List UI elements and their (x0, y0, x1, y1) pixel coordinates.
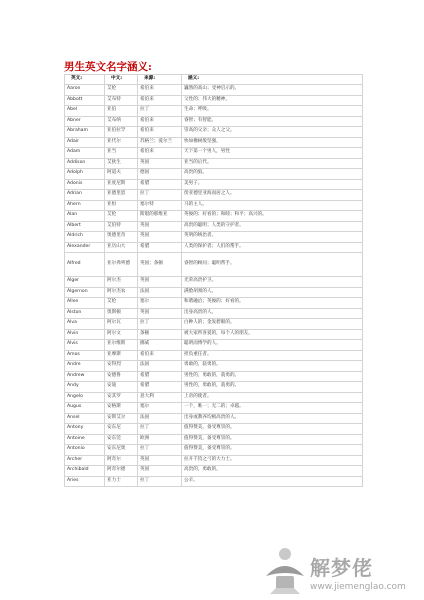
header-chinese: 中文: (105, 75, 138, 85)
table-row (65, 200, 363, 211)
cell-english: Ahern (65, 200, 105, 211)
header-origin: 来源: (138, 75, 182, 85)
cell-chinese: 安东尼 (105, 424, 138, 435)
cell-chinese: 安德鲁 (105, 371, 138, 382)
cell-chinese: 安迪 (105, 382, 138, 393)
cell-chinese: 艾狄生 (105, 158, 138, 169)
cell-origin: 拉丁 (138, 476, 182, 487)
cell-chinese: 艾布纳 (105, 116, 138, 127)
page-title: 男生英文名字涵义: (64, 61, 152, 73)
cell-meaning: 高贵的聪明；人类的守护者。 (182, 221, 363, 232)
cell-origin: 英国 (138, 308, 182, 319)
cell-meaning: 马的主人。 (182, 200, 363, 211)
cell-chinese: 阿尔文 (105, 329, 138, 340)
cell-chinese: 艾伦 (105, 298, 138, 309)
cell-chinese: 安东尼奥 (105, 445, 138, 456)
cell-origin: 拉丁 (138, 190, 182, 201)
table-row (65, 340, 363, 351)
cell-origin: 拉丁 (138, 445, 182, 456)
table-row (65, 466, 363, 477)
cell-english: Albert (65, 221, 105, 232)
cell-chinese: 奥德里奇 (105, 232, 138, 243)
cell-english: Alger (65, 277, 105, 288)
cell-chinese: 安其罗 (105, 392, 138, 403)
cell-meaning: 值得赞美，备受尊崇的。 (182, 434, 363, 445)
cell-origin: 苏格兰；爱尔兰 (138, 137, 182, 148)
table-row (65, 361, 363, 372)
cell-origin: 拉丁 (138, 106, 182, 117)
cell-english: Abraham (65, 127, 105, 138)
cell-english: Adam (65, 148, 105, 159)
table-row (65, 434, 363, 445)
cell-chinese: 亚当 (105, 148, 138, 159)
table-row (65, 382, 363, 393)
table-row (65, 169, 363, 180)
cell-chinese: 阿尔瓦 (105, 319, 138, 330)
table-row (65, 116, 363, 127)
watermark (246, 542, 424, 600)
cell-chinese: 亚恒 (105, 200, 138, 211)
cell-meaning: 白种人的；金发碧眼的。 (182, 319, 363, 330)
cell-english: Abel (65, 106, 105, 117)
cell-chinese: 阿尔杰 (105, 277, 138, 288)
cell-origin: 希腊 (138, 371, 182, 382)
watermark-text: 解梦佬 (310, 556, 373, 580)
table-row (65, 242, 363, 253)
cell-english: Andre (65, 361, 105, 372)
cell-meaning: 光荣高贵护卫。 (182, 277, 363, 288)
cell-meaning: 担负重任者。 (182, 350, 363, 361)
table-row (65, 424, 363, 435)
table-row (65, 211, 363, 222)
table-row (65, 413, 363, 424)
cell-meaning: 聪明而博学的人。 (182, 340, 363, 351)
table-row (65, 287, 363, 298)
cell-meaning: 高贵的狼。 (182, 169, 363, 180)
cell-chinese: 阿奇尔 (105, 455, 138, 466)
cell-meaning: 拉开千钧之弓的大力士。 (182, 455, 363, 466)
cell-meaning: 天下第一个男人，男性 (182, 148, 363, 159)
table-row (65, 371, 363, 382)
cell-chinese: 亚代尔 (105, 137, 138, 148)
cell-meaning: 英俊的；好看的；和睦；和平；高兴的。 (182, 211, 363, 222)
table-row (65, 350, 363, 361)
cell-origin: 英国 (138, 455, 182, 466)
cell-meaning: 和谐融洽；英俊的；好看的。 (182, 298, 363, 309)
cell-english: Antony (65, 424, 105, 435)
cell-meaning: 出身或教养均极高贵的人。 (182, 413, 363, 424)
cell-meaning: 傍亚德里亚海而居之人。 (182, 190, 363, 201)
cell-meaning: 父性的；伟大的精神。 (182, 95, 363, 106)
cell-english: Aldrich (65, 232, 105, 243)
cell-english: Ansel (65, 413, 105, 424)
cell-origin: 塞尔 (138, 298, 182, 309)
table-row (65, 455, 363, 466)
cell-origin: 英国 (138, 466, 182, 477)
cell-origin: 法国 (138, 287, 182, 298)
cell-chinese: 安斯艾尔 (105, 413, 138, 424)
cell-chinese: 亚力士 (105, 476, 138, 487)
cell-meaning: 睿智；有智能。 (182, 116, 363, 127)
header-english: 英文: (65, 75, 105, 85)
table-row (65, 253, 363, 277)
cell-english: Abner (65, 116, 105, 127)
table-row (65, 392, 363, 403)
names-table (64, 74, 363, 487)
cell-chinese: 亚德里恩 (105, 190, 138, 201)
cell-meaning: 睿智的顾问；聪明帮手。 (182, 253, 363, 277)
cell-origin: 拉丁 (138, 319, 182, 330)
cell-english: Aaron (65, 85, 105, 96)
cell-meaning: 公羊。 (182, 476, 363, 487)
cell-origin: 塞尔 (138, 403, 182, 414)
cell-meaning: 男性的，勇敢的，骁勇的。 (182, 382, 363, 393)
cell-meaning: 勇敢的，骁勇的。 (182, 361, 363, 372)
cell-chinese: 艾布特 (105, 95, 138, 106)
table-row (65, 403, 363, 414)
header-meaning: 涵义: (182, 75, 363, 85)
table-row (65, 277, 363, 288)
cell-english: Alexander (65, 242, 105, 253)
table-row (65, 158, 363, 169)
cell-meaning: 男性的，勇敢的，骁勇的。 (182, 371, 363, 382)
cell-meaning: 一个，唯一；无二的；卓越。 (182, 403, 363, 414)
cell-chinese: 亚度尼斯 (105, 179, 138, 190)
cell-chinese: 阿尔杰农 (105, 287, 138, 298)
cell-origin: 拉丁 (138, 424, 182, 435)
cell-meaning: 亚当的后代。 (182, 158, 363, 169)
cell-origin: 英国 (138, 158, 182, 169)
cell-english: Andy (65, 382, 105, 393)
cell-origin: 条顿 (138, 329, 182, 340)
cell-chinese: 亚伯拉罕 (105, 127, 138, 138)
cell-meaning: 上帝的使者。 (182, 392, 363, 403)
table-row (65, 221, 363, 232)
cell-chinese: 艾伯特 (105, 221, 138, 232)
cell-english: Augus (65, 403, 105, 414)
cell-english: Alvin (65, 329, 105, 340)
table-row (65, 298, 363, 309)
cell-english: Alva (65, 319, 105, 330)
table-row (65, 137, 363, 148)
cell-chinese: 奥斯顿 (105, 308, 138, 319)
cell-english: Adonis (65, 179, 105, 190)
table-row (65, 179, 363, 190)
cell-origin: 希伯来 (138, 95, 182, 106)
cell-meaning: 值得赞美，备受尊崇的。 (182, 445, 363, 456)
cell-origin: 英国 (138, 277, 182, 288)
cell-meaning: 美男子。 (182, 179, 363, 190)
cell-english: Allen (65, 298, 105, 309)
cell-meaning: 崇高的父亲；众人之父。 (182, 127, 363, 138)
table-row (65, 106, 363, 117)
cell-chinese: 亚尔弗列德 (105, 253, 138, 277)
cell-english: Aries (65, 476, 105, 487)
cell-origin: 希腊 (138, 179, 182, 190)
cell-origin: 希伯来 (138, 85, 182, 96)
cell-chinese: 阿奇尔德 (105, 466, 138, 477)
cell-chinese: 艾伦 (105, 211, 138, 222)
cell-english: Amos (65, 350, 105, 361)
cell-english: Abbott (65, 95, 105, 106)
watermark-url: www.jiemenglao.com (310, 582, 406, 592)
table-row (65, 319, 363, 330)
cell-chinese: 安得烈 (105, 361, 138, 372)
cell-meaning: 巍然的高山；受神启示的。 (182, 85, 363, 96)
cell-meaning: 值得赞美，备受尊崇的。 (182, 424, 363, 435)
cell-english: Alston (65, 308, 105, 319)
cell-origin: 希腊 (138, 242, 182, 253)
cell-meaning: 高贵的，勇敢的。 (182, 466, 363, 477)
table-row (65, 95, 363, 106)
cell-english: Antonio (65, 445, 105, 456)
cell-chinese: 亚尔维斯 (105, 340, 138, 351)
table-body (65, 85, 363, 487)
cell-chinese: 安格斯 (105, 403, 138, 414)
table-row (65, 476, 363, 487)
cell-english: Adair (65, 137, 105, 148)
cell-origin: 塞尔特 (138, 200, 182, 211)
cell-origin: 希伯来 (138, 148, 182, 159)
table-row (65, 232, 363, 243)
cell-origin: 希伯来 (138, 127, 182, 138)
cell-english: Alfred (65, 253, 105, 277)
cell-origin: 英国 (138, 232, 182, 243)
cell-origin: 德国 (138, 169, 182, 180)
table-row (65, 148, 363, 159)
table-row (65, 329, 363, 340)
cell-meaning: 被大家所喜爱的，每个人的朋友。 (182, 329, 363, 340)
cell-english: Algernon (65, 287, 105, 298)
cell-chinese: 亚伯 (105, 106, 138, 117)
cell-origin: 希腊 (138, 382, 182, 393)
table-header-row (65, 75, 363, 85)
cell-english: Alvis (65, 340, 105, 351)
table-row (65, 85, 363, 96)
cell-english: Adrian (65, 190, 105, 201)
cell-chinese: 阿道夫 (105, 169, 138, 180)
cell-english: Adolph (65, 169, 105, 180)
cell-origin: 英国；条顿 (138, 253, 182, 277)
cell-origin: 意大利 (138, 392, 182, 403)
cell-english: Alan (65, 211, 105, 222)
cell-origin: 英国 (138, 221, 182, 232)
cell-chinese: 安东莞 (105, 434, 138, 445)
cell-meaning: 人类的保护者；人们的帮手。 (182, 242, 363, 253)
cell-origin: 法国 (138, 361, 182, 372)
cell-chinese: 亚摩斯 (105, 350, 138, 361)
cell-origin: 欧洲 (138, 434, 182, 445)
table-row (65, 190, 363, 201)
cell-origin: 希伯来 (138, 350, 182, 361)
table-row (65, 445, 363, 456)
cell-meaning: 生命；呼吸。 (182, 106, 363, 117)
cell-chinese: 亚历山大 (105, 242, 138, 253)
cell-origin: 法国 (138, 413, 182, 424)
table-row (65, 127, 363, 138)
cell-chinese: 艾伦 (105, 85, 138, 96)
cell-english: Archer (65, 455, 105, 466)
cell-english: Andrew (65, 371, 105, 382)
cell-meaning: 英明的统治者。 (182, 232, 363, 243)
cell-meaning: 满脸胡须的人。 (182, 287, 363, 298)
cell-origin: 希伯来 (138, 116, 182, 127)
cell-origin: 挪威 (138, 340, 182, 351)
cell-meaning: 出身高贵的人。 (182, 308, 363, 319)
cell-english: Antoine (65, 434, 105, 445)
table-row (65, 308, 363, 319)
cell-english: Archibald (65, 466, 105, 477)
cell-origin: 斯堪的那维亚 (138, 211, 182, 222)
watermark-logo-icon (264, 546, 306, 596)
cell-english: Angelo (65, 392, 105, 403)
cell-meaning: 快如橡树般坚强。 (182, 137, 363, 148)
cell-english: Addison (65, 158, 105, 169)
